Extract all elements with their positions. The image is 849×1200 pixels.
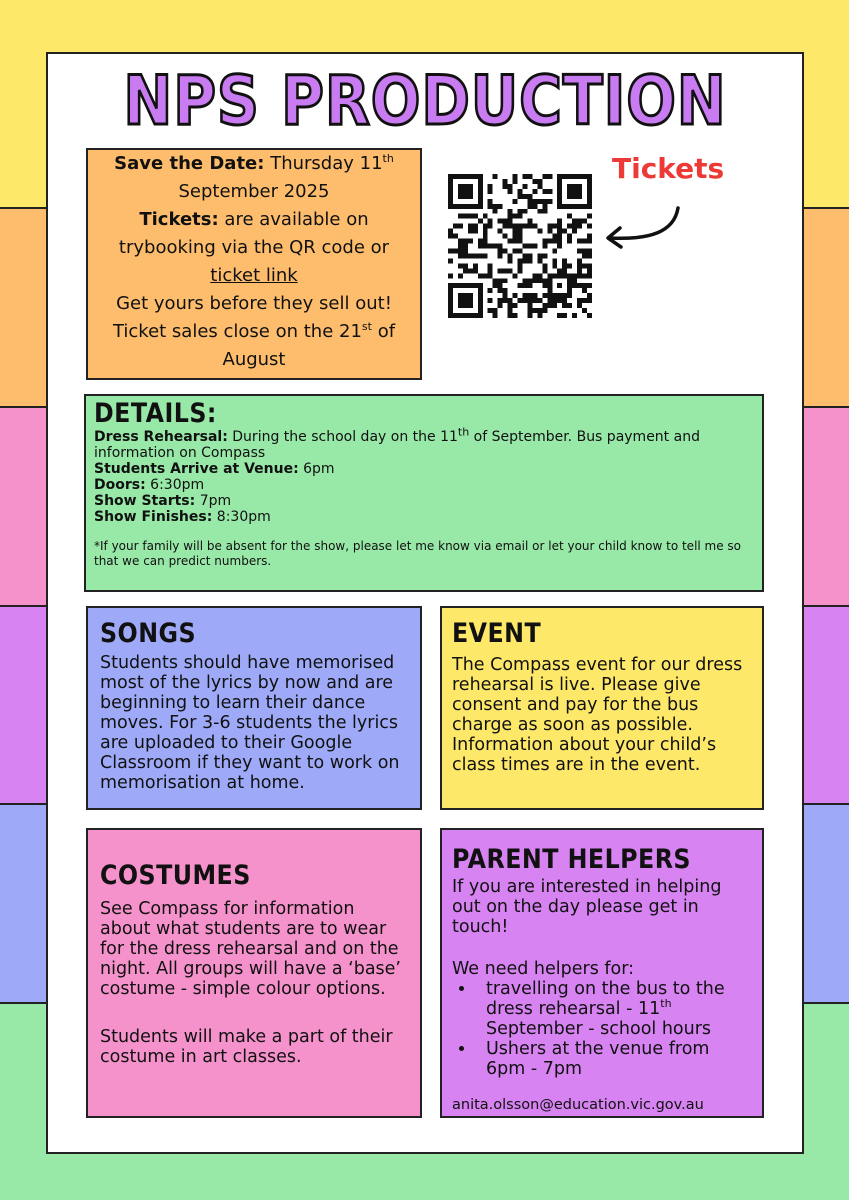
arrive-value: 6pm [303, 461, 335, 477]
dress-text: During the school day on the 11 [232, 429, 458, 445]
doors-value: 6:30pm [150, 477, 205, 493]
helper-item-1: travelling on the bus to the dress rehearsal - 11 [486, 979, 725, 1019]
list-item [476, 979, 752, 1039]
close-sup: st [361, 320, 372, 333]
finishes-label: Show Finishes: [94, 509, 213, 525]
costumes-box [86, 828, 422, 1118]
tickets-line [88, 206, 420, 234]
tickets-line-2: trybooking via the QR code or [118, 237, 390, 258]
parent-helpers-box [440, 828, 764, 1118]
close-month: August [222, 349, 286, 370]
arrive-label: Students Arrive at Venue: [94, 461, 299, 477]
date-label: Save the Date: [114, 153, 265, 174]
finishes-value: 8:30pm [216, 509, 271, 525]
costumes-text-2: Students will make a part of their costume in art classes. [100, 1027, 393, 1067]
dress-label: Dress Rehearsal: [94, 429, 228, 445]
songs-heading: SONGS [100, 618, 197, 649]
starts-value: 7pm [199, 493, 232, 509]
finishes-row [94, 509, 754, 525]
dress-sup: th [457, 425, 470, 439]
songs-box [86, 606, 422, 810]
tickets-label: Tickets: [139, 209, 219, 230]
date-year: September 2025 [178, 181, 330, 202]
ticket-link[interactable]: ticket link [210, 265, 298, 286]
event-text: The Compass event for our dress rehearsal is live. Please give consent and pay for the bus charge as soon as possible. Information about your child’s class times are in the event. [452, 655, 743, 775]
arrive-row [94, 461, 754, 477]
doors-label: Doors: [94, 477, 146, 493]
save-the-date-box [86, 148, 422, 380]
page-title: NPS PRODUCTION [123, 62, 727, 141]
helper-item-1-sup: th [660, 997, 672, 1011]
tickets-qr-label: Tickets [612, 152, 725, 185]
doors-row [94, 477, 754, 493]
starts-label: Show Starts: [94, 493, 196, 509]
details-heading: DETAILS: [94, 398, 217, 429]
tickets-text: are available on [224, 209, 369, 230]
event-heading: EVENT [452, 618, 542, 649]
arrow-icon [600, 202, 690, 252]
starts-row [94, 493, 754, 509]
dress-rehearsal-row [94, 425, 754, 461]
dress-text-2: of September. Bus payment and information on Compass [94, 429, 700, 461]
helpers-heading: PARENT HELPERS [452, 844, 691, 875]
close-line [88, 318, 420, 346]
helpers-list [476, 979, 752, 1079]
absence-note: *If your family will be absent for the show, please let me know via email or let your child know to tell me so that we can predict numbers. [94, 539, 742, 568]
date-value: Thursday 11 [270, 153, 383, 174]
qr-code-icon[interactable] [448, 174, 592, 318]
event-box [440, 606, 764, 810]
contact-email[interactable]: anita.olsson@education.vic.gov.au [452, 1097, 704, 1113]
flyer-sheet [46, 52, 804, 1154]
helper-item-1b: September - school hours [486, 1019, 712, 1039]
close-of: of [377, 321, 396, 342]
date-line [88, 150, 420, 178]
list-item: • Ushers at the venue from 6pm - 7pm [476, 1039, 752, 1079]
close-text: Ticket sales close on the 21 [112, 321, 362, 342]
helpers-need: We need helpers for: [452, 959, 635, 979]
costumes-heading: COSTUMES [100, 860, 251, 891]
helpers-intro: If you are interested in helping out on the day please get in touch! [452, 877, 722, 937]
costumes-text: See Compass for information about what students are to wear for the dress rehearsal and on the night. All groups will have a ‘base’ costume - simple colour options. [100, 899, 401, 999]
songs-text: Students should have memorised most of the lyrics by now and are beginning to learn their dance moves. For 3-6 students the lyrics are uploaded to their Google Classroom if they want to work on memorisation at home. [100, 653, 400, 793]
details-box [84, 394, 764, 592]
date-sup: th [382, 152, 394, 165]
sell-out-line: Get yours before they sell out! [116, 293, 392, 314]
